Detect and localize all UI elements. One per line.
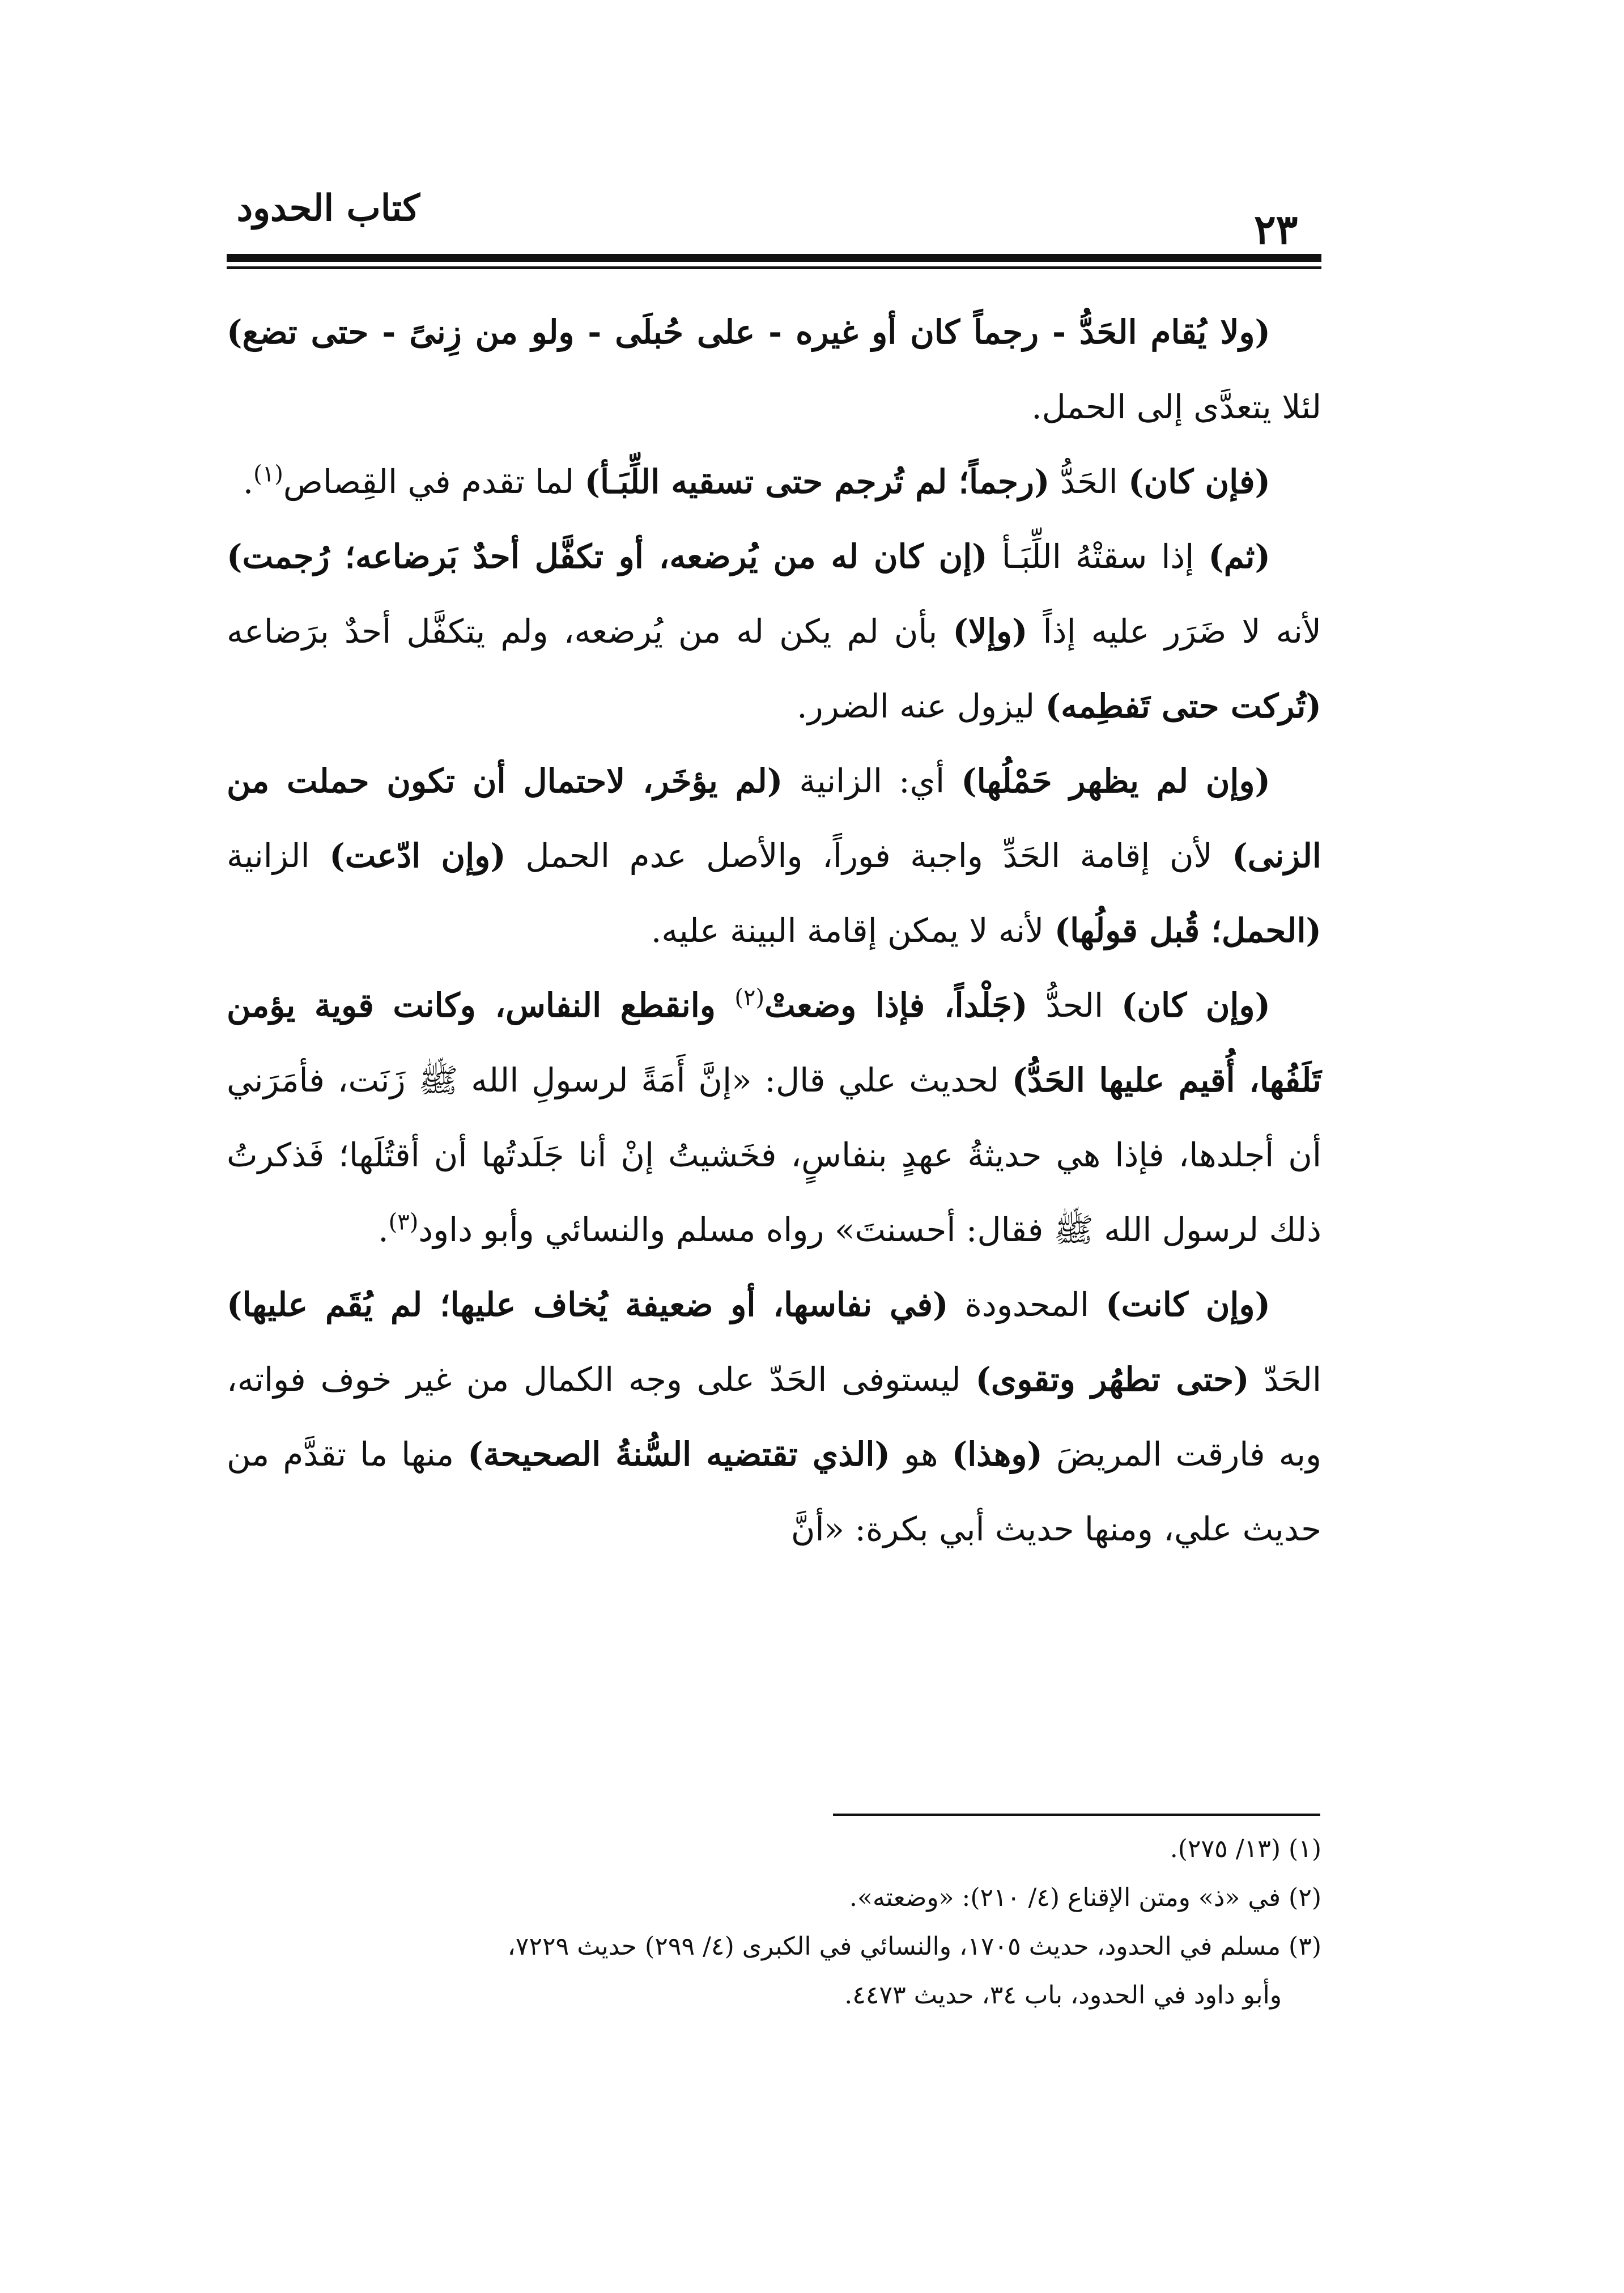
- bold-phrase: (رجماً؛ لم تُرجم حتى تسقيه اللِّبَـأ): [584, 462, 1050, 501]
- text-run: الحَدُّ: [1049, 462, 1129, 501]
- text-run: الحدُّ: [1027, 986, 1121, 1025]
- footnotes: [227, 1825, 1321, 2020]
- header-rule: [227, 254, 1321, 262]
- text-run: ليستوفى الحَدّ على وجه الكمال من غير خوف فواته، وبه فارقت المريضَ: [227, 1360, 1321, 1474]
- bold-phrase: (وإن لم يظهر حَمْلُها): [961, 762, 1270, 800]
- text-run: لأن إقامة الحَدِّ واجبة فوراً، والأصل عدم الحمل: [505, 836, 1232, 875]
- bold-phrase: (ثم): [1208, 537, 1270, 576]
- bold-phrase: (الحمل؛ قُبل قولُها): [1054, 911, 1321, 950]
- text-run: لما تقدم في القِصاص: [283, 462, 585, 501]
- bold-phrase: (في نفاسها، أو ضعيفة يُخاف عليها؛ لم يُقَم عليها): [227, 1285, 949, 1324]
- paragraph: [227, 744, 1321, 968]
- footnote: (١) (١٣/ ٢٧٥).: [1170, 1835, 1321, 1863]
- bold-phrase: (جَلْداً، فإذا وضعتْ: [764, 986, 1028, 1025]
- bold-phrase: (لم يؤخَر، لاحتمال أن تكون حملت من الزنى): [227, 762, 1321, 875]
- text-run: الحَدّ: [1249, 1360, 1322, 1399]
- text-run: .: [378, 1211, 389, 1249]
- paragraph: [227, 444, 1321, 519]
- text-run: لأنه لا ضَرَر عليه إذاً: [1027, 612, 1321, 651]
- footnote: (٢) في «ذ» ومتن الإقناع (٤/ ٢١٠): «وضعته».: [849, 1883, 1321, 1912]
- bold-phrase: (وإن كانت): [1106, 1285, 1270, 1324]
- text-run: لئلا يتعدَّى إلى الحمل.: [1031, 388, 1321, 426]
- text-run: الزانية: [227, 836, 330, 875]
- bold-phrase: وانقطع النفاس، وكانت قوية يؤمن تَلَفُها، أُقيم عليها الحَدُّ): [227, 986, 1321, 1099]
- footnote-marker: (٢): [734, 984, 765, 1011]
- bold-phrase: (ولا يُقام الحَدُّ - رجماً كان أو غيره - على حُبلَى - ولو من زِنىً - حتى تضع): [227, 313, 1271, 351]
- footnote-marker: (٣): [388, 1209, 419, 1235]
- paragraph: [227, 968, 1321, 1267]
- text-run: منها ما تقدَّم من حديث علي، ومنها حديث أبي بكرة: «أنَّ: [227, 1435, 1321, 1548]
- footnote-marker: (١): [253, 461, 283, 487]
- text-run: المحدودة: [948, 1285, 1106, 1324]
- text-run: هو: [890, 1435, 952, 1474]
- text-run: أي: الزانية: [783, 762, 962, 800]
- bold-phrase: (وإلا): [953, 612, 1028, 651]
- paragraph: [227, 1267, 1321, 1566]
- bold-phrase: (إن كان له من يُرضعه، أو تكفَّل أحدٌ بَرضاعه؛ رُجمت): [227, 537, 988, 576]
- text-run: إذا سقتْهُ اللِّبَـأ: [987, 537, 1209, 576]
- bold-phrase: (حتى تطهُر وتقوى): [975, 1360, 1249, 1399]
- page-number: ٢٣: [1254, 205, 1298, 253]
- text-run: لحديث علي قال: «إنَّ أَمَةً لرسولِ الله ﷺ زَنَت، فأمَرَني أن أجلدها، فإذا هي حديثةُ عهدٍ بنفاسٍ، فخَشيتُ إنْ أنا جَلَدتُها أن أقتُلَها؛ فَذكرتُ ذلك لرسول الله ﷺ فقال: أحسنتَ» رواه مسلم والنسائي وأبو داود: [227, 1061, 1321, 1249]
- text-run: بأن لم يكن له من يُرضعه، ولم يتكفَّل أحدٌ برَضاعه: [227, 612, 953, 651]
- header-rule-thin: [227, 266, 1321, 269]
- main-text: [227, 295, 1321, 1566]
- bold-phrase: (فإن كان): [1128, 462, 1270, 501]
- text-run: لأنه لا يمكن إقامة البينة عليه.: [651, 911, 1055, 950]
- footnote-separator: [833, 1814, 1320, 1816]
- text-run: ليزول عنه الضرر.: [797, 687, 1045, 725]
- bold-phrase: (الذي تقتضيه السُّنةُ الصحيحة): [467, 1435, 890, 1474]
- text-run: .: [243, 462, 254, 501]
- paragraph: [227, 295, 1321, 444]
- footnote: (٣) مسلم في الحدود، حديث ١٧٠٥، والنسائي في الكبرى (٤/ ٢٩٩) حديث ٧٢٢٩،: [507, 1932, 1321, 1961]
- bold-phrase: (وهذا): [951, 1435, 1043, 1474]
- bold-phrase: (تُركت حتى تَفطِمه): [1045, 687, 1321, 725]
- bold-phrase: (وإن كان): [1121, 986, 1270, 1025]
- running-title: كتاب الحدود: [236, 187, 420, 230]
- footnote-continuation: وأبو داود في الحدود، باب ٣٤، حديث ٤٤٧٣.: [844, 1981, 1282, 2010]
- paragraph: [227, 519, 1321, 744]
- bold-phrase: (وإن ادّعت): [329, 836, 506, 875]
